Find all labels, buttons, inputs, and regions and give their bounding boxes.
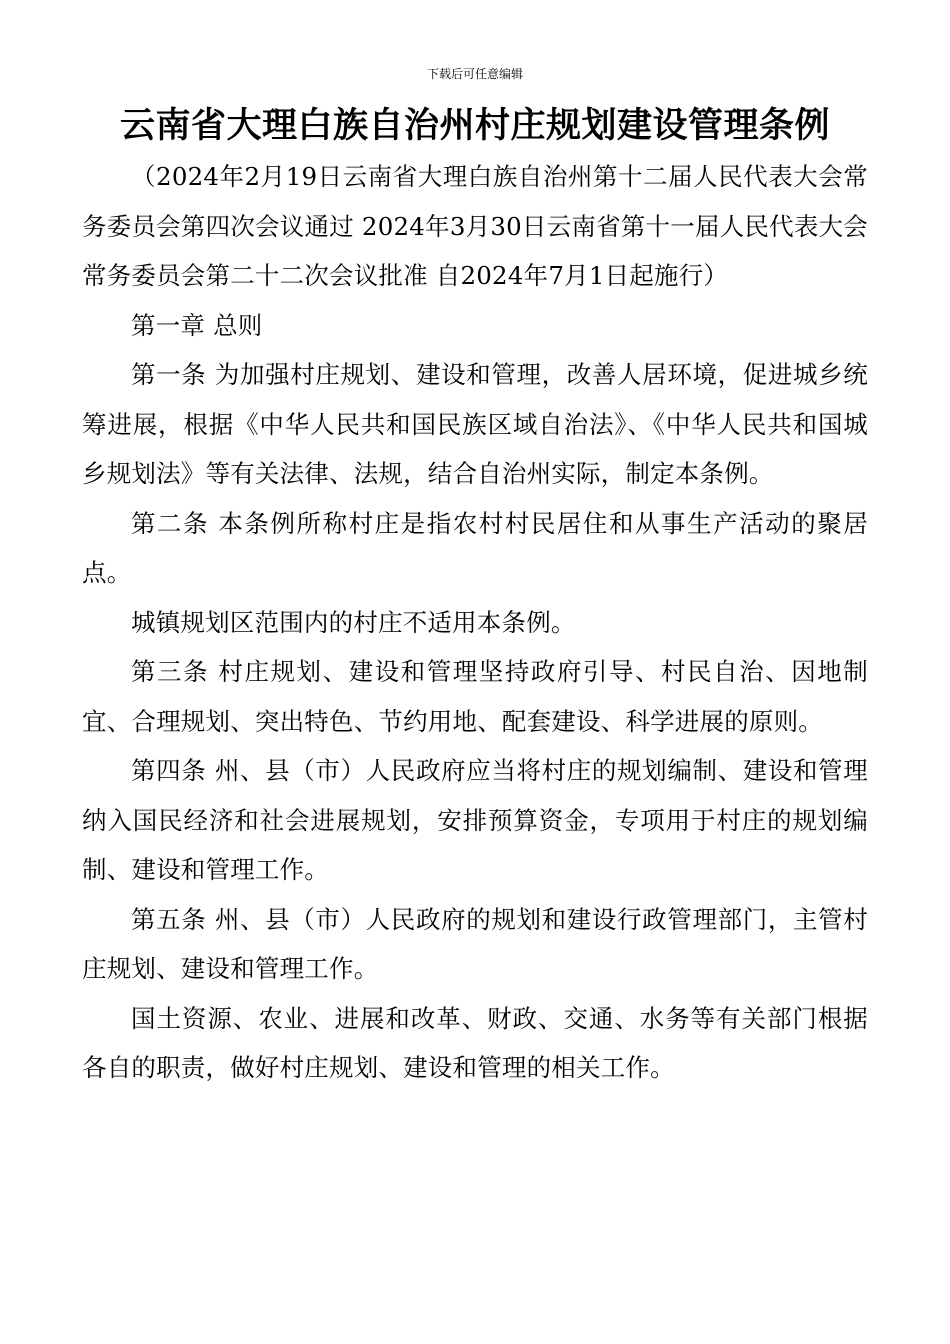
article-paragraph: 第三条 村庄规划、建设和管理坚持政府引导、村民自治、因地制宜、合理规划、突出特色、节约用地、配套建设、科学进展的原则。 — [82, 657, 868, 736]
preamble-paragraph: （2024年2月19日云南省大理白族自治州第十二届人民代表大会常务委员会第四次会议通过 2024年3月30日云南省第十一届人民代表大会常务委员会第二十二次会议批准 自2024年7月1日起施行） — [82, 162, 868, 290]
article-paragraph: 第四条 州、县（市）人民政府应当将村庄的规划编制、建设和管理纳入国民经济和社会进展规划，安排预算资金，专项用于村庄的规划编制、建设和管理工作。 — [82, 756, 868, 884]
article-paragraph: 第二条 本条例所称村庄是指农村村民居住和从事生产活动的聚居点。 — [82, 508, 868, 587]
document-body — [82, 152, 868, 1093]
article-paragraph: 第五条 州、县（市）人民政府的规划和建设行政管理部门，主管村庄规划、建设和管理工作。 — [82, 904, 868, 983]
chapter-heading: 第一章 总则 — [131, 310, 263, 340]
article-paragraph: 城镇规划区范围内的村庄不适用本条例。 — [131, 607, 576, 637]
article-paragraph: 第一条 为加强村庄规划、建设和管理，改善人居环境，促进城乡统筹进展，根据《中华人民共和国民族区域自治法》、《中华人民共和国城乡规划法》等有关法律、法规，结合自治州实际，制定本条例。 — [82, 360, 868, 488]
header-note: 下载后可任意编辑 — [426, 67, 523, 81]
article-paragraph: 国土资源、农业、进展和改革、财政、交通、水务等有关部门根据各自的职责，做好村庄规划、建设和管理的相关工作。 — [82, 1003, 868, 1082]
document-title: 云南省大理白族自治州村庄规划建设管理条例 — [119, 106, 830, 146]
